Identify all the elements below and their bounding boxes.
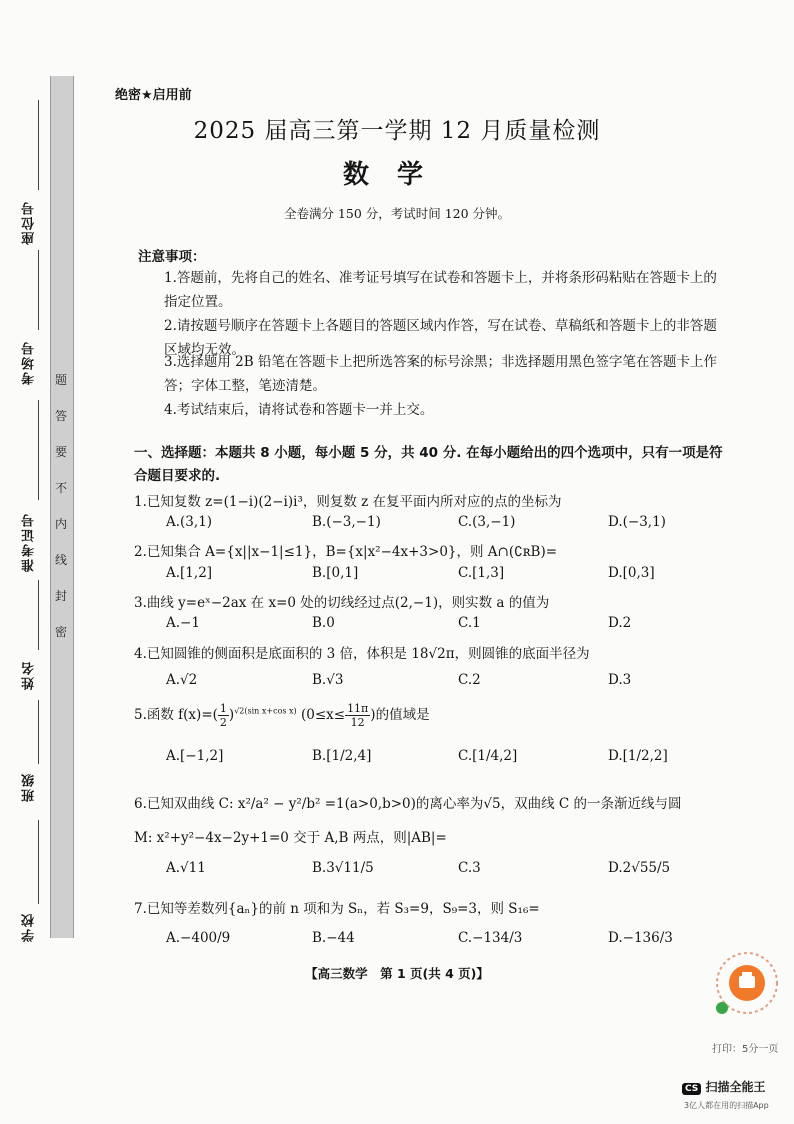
option-a[interactable]: A.[−1,2] (166, 748, 224, 764)
page-footer: 【高三数学 第 1 页(共 4 页)】 (305, 966, 489, 981)
option-a[interactable]: A.√2 (166, 672, 198, 688)
option-c[interactable]: C.−134/3 (458, 930, 523, 946)
option-d[interactable]: D.3 (608, 672, 632, 688)
class-label: 班级 (22, 772, 37, 802)
q5-stem-post: )的值域是 (370, 707, 430, 723)
name-line[interactable] (38, 580, 39, 650)
q5-base-denominator: 2 (219, 716, 227, 729)
option-d[interactable]: D.[0,3] (608, 565, 655, 581)
option-c[interactable]: C.3 (458, 860, 481, 876)
q5-stem-pre: 5.函数 f(x)= (134, 707, 213, 723)
exam-title: 2025 届高三第一学期 12 月质量检测 (193, 118, 601, 144)
option-c[interactable]: C.2 (458, 672, 481, 688)
q5-range: (0≤x≤ (300, 707, 346, 723)
option-a[interactable]: A.[1,2] (166, 565, 213, 581)
option-d[interactable]: D.2√55/5 (608, 860, 671, 876)
scanner-brand-label: 扫描全能王 (705, 1080, 766, 1094)
option-c[interactable]: C.[1/4,2] (458, 748, 518, 764)
option-b[interactable]: B.−44 (312, 930, 355, 946)
school-label: 学校 (22, 912, 37, 942)
q5-base-fraction (218, 702, 229, 729)
exam-id-line[interactable] (38, 400, 39, 500)
seal-text-column (50, 362, 72, 650)
notice-item: 4.考试结束后，请将试卷和答题卡一并上交。 (164, 402, 434, 418)
option-d[interactable]: D.−136/3 (608, 930, 673, 946)
seal-char: 答 (54, 409, 67, 423)
scanner-logo-icon (708, 946, 786, 1020)
seal-char: 封 (54, 589, 67, 603)
option-c[interactable]: C.1 (458, 615, 481, 631)
question-6-stem: 6.已知双曲线 C: x²/a² − y²/b² =1(a>0,b>0)的离心率为√5，双曲线 C 的一条渐近线与圆 (134, 796, 682, 812)
q5-base-paren: ( (212, 707, 218, 723)
seal-char: 密 (54, 625, 67, 639)
exam-room-label: 考场号 (22, 340, 37, 385)
name-label: 姓名 (22, 660, 37, 690)
scanner-brand-subtitle: 3亿人都在用的扫描App (684, 1101, 769, 1110)
q5-base-paren-close: ) (228, 707, 235, 723)
exam-room-line[interactable] (38, 250, 39, 330)
notice-item: 2.请按题号顺序在答题卡上各题目的答题区域内作答，写在试卷、草稿纸和答题卡上的非答题区域均无效。 (164, 318, 717, 358)
option-b[interactable]: B.0 (312, 615, 335, 631)
seal-char: 要 (54, 445, 67, 459)
option-c[interactable]: C.(3,−1) (458, 514, 516, 530)
seal-char: 内 (54, 517, 67, 531)
option-d[interactable]: D.(−3,1) (608, 514, 666, 530)
cs-icon: CS (682, 1083, 701, 1095)
seal-char: 题 (54, 373, 67, 387)
q5-exponent: √2(sin x+cos x) (234, 706, 297, 716)
option-a[interactable]: A.−400/9 (166, 930, 231, 946)
exam-id-label: 准考证号 (22, 512, 37, 572)
q5-range-numerator: 11π (347, 702, 369, 715)
q5-base-numerator: 1 (219, 702, 227, 715)
seal-char: 不 (54, 481, 67, 495)
notice-item: 3.选择题用 2B 铅笔在答题卡上把所选答案的标号涂黑；非选择题用黑色签字笔在答题卡上作答；字体工整，笔迹清楚。 (164, 354, 717, 394)
option-a[interactable]: A.√11 (166, 860, 206, 876)
section-heading: 一、选择题：本题共 8 小题，每小题 5 分，共 40 分. 在每小题给出的四个选项中，只有一项是符合题目要求的. (134, 445, 723, 484)
question-3-stem: 3.曲线 y=eˣ−2ax 在 x=0 处的切线经过点(2,−1)，则实数 a 的值为 (134, 595, 550, 611)
option-d[interactable]: D.2 (608, 615, 632, 631)
confidential-mark: 绝密★启用前 (115, 88, 192, 103)
option-a[interactable]: A.(3,1) (166, 514, 213, 530)
option-b[interactable]: B.[1/2,4] (312, 748, 372, 764)
seat-number-label: 座位号 (22, 200, 37, 245)
notice-item: 1.答题前，先将自己的姓名、准考证号填写在试卷和答题卡上，并将条形码粘贴在答题卡上的指定位置。 (164, 270, 717, 310)
print-note: 打印：5分一页 (712, 1044, 779, 1055)
school-line[interactable] (38, 820, 39, 904)
score-note: 全卷满分 150 分，考试时间 120 分钟。 (283, 206, 511, 221)
option-b[interactable]: B.√3 (312, 672, 344, 688)
question-4-stem: 4.已知圆锥的侧面积是底面积的 3 倍，体积是 18√2π，则圆锥的底面半径为 (134, 646, 590, 662)
scanner-brand (682, 1078, 765, 1095)
option-a[interactable]: A.−1 (166, 615, 200, 631)
subject-title: 数学 (342, 160, 451, 190)
option-b[interactable]: B.[0,1] (312, 565, 359, 581)
option-b[interactable]: B.(−3,−1) (312, 514, 381, 530)
option-d[interactable]: D.[1/2,2] (608, 748, 668, 764)
option-b[interactable]: B.3√11/5 (312, 860, 374, 876)
q5-range-fraction (345, 702, 370, 729)
class-line[interactable] (38, 700, 39, 764)
seal-char: 线 (54, 553, 67, 567)
option-c[interactable]: C.[1,3] (458, 565, 505, 581)
question-2-stem: 2.已知集合 A={x||x−1|≤1}，B={x|x²−4x+3>0}，则 A∩(∁ʀB)= (134, 544, 558, 560)
question-7-stem: 7.已知等差数列{aₙ}的前 n 项和为 Sₙ，若 S₃=9，S₉=3，则 S₁₆= (134, 901, 540, 917)
question-5-stem (134, 702, 734, 729)
question-6-stem-line2: M: x²+y²−4x−2y+1=0 交于 A,B 两点，则|AB|= (134, 830, 447, 846)
notice-heading: 注意事项： (138, 249, 206, 265)
q5-range-denominator: 12 (350, 716, 365, 729)
question-1-stem: 1.已知复数 z=(1−i)(2−i)i³，则复数 z 在复平面内所对应的点的坐标为 (134, 494, 562, 510)
